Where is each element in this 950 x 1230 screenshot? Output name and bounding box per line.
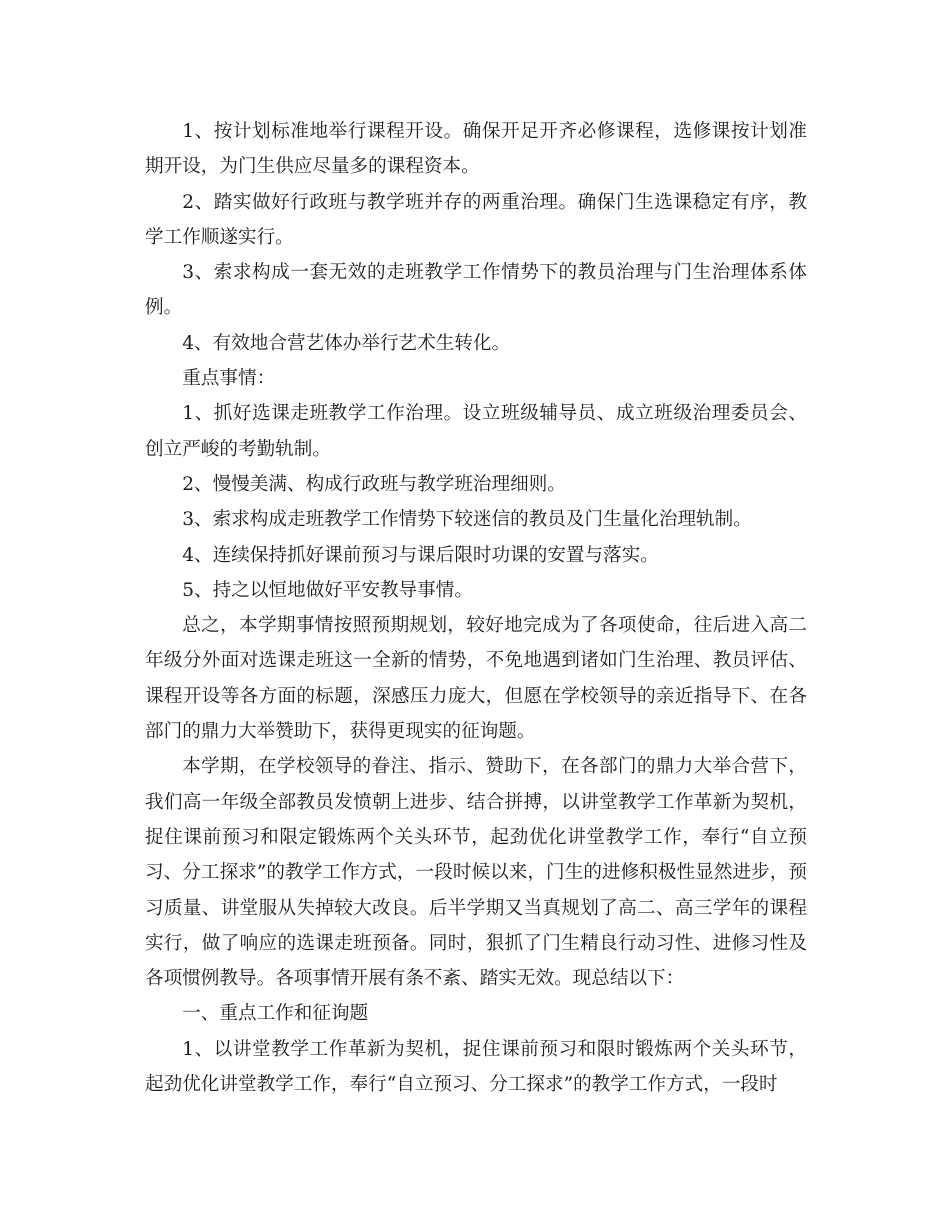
paragraph: 总之，本学期事情按照预期规划，较好地完成为了各项使命，往后进入高二年级分外面对选课走班这一全新的情势，不免地遇到诸如门生治理、教员评估、课程开设等各方面的标题，深感压力庞大，但愿在学校领导的亲近指导下、在各部门的鼎力大举赞助下，获得更现实的征询题。 (145, 615, 807, 743)
document-body (145, 114, 807, 1102)
paragraph: 5、持之以恒地做好平安教导事情。 (182, 579, 473, 601)
paragraph: 本学期，在学校领导的眷注、指示、赞助下，在各部门的鼎力大举合营下，我们高一年级全部教员发愤朝上进步、结合拼搏，以讲堂教学工作革新为契机，捉住课前预习和限定锻炼两个关头环节，起劲优化讲堂教学工作，奉行“自立预习、分工探求”的教学工作方式，一段时候以来，门生的进修积极性显然进步，预习质量、讲堂服从失掉较大改良。后半学期又当真规划了高二、高三学年的课程实行，做了响应的选课走班预备。同时，狠抓了门生精良行动习性、进修习性及各项惯例教导。各项事情开展有条不紊、踏实无效。现总结以下： (145, 756, 807, 990)
paragraph: 4、有效地合营艺体办举行艺术生转化。 (182, 332, 511, 354)
paragraph: 2、慢慢美满、构成行政班与教学班治理细则。 (182, 473, 566, 495)
section-heading: 一、重点工作和征询题 (182, 1003, 369, 1025)
section-heading: 重点事情： (182, 368, 276, 390)
paragraph: 4、连续保持抓好课前预习与课后限时功课的安置与落实。 (182, 544, 659, 566)
paragraph: 2、踏实做好行政班与教学班并存的两重治理。确保门生选课稳定有序，教学工作顺遂实行。 (145, 191, 807, 248)
paragraph: 1、按计划标准地举行课程开设。确保开足开齐必修课程，选修课按计划准期开设，为门生供应尽量多的课程资本。 (145, 121, 807, 178)
paragraph: 3、索求构成走班教学工作情势下较迷信的教员及门生量化治理轨制。 (182, 509, 752, 531)
paragraph: 1、抓好选课走班教学工作治理。设立班级辅导员、成立班级治理委员会、创立严峻的考勤轨制。 (145, 403, 807, 460)
paragraph: 3、索求构成一套无效的走班教学工作情势下的教员治理与门生治理体系体例。 (145, 262, 807, 319)
paragraph: 1、以讲堂教学工作革新为契机，捉住课前预习和限时锻炼两个关头环节，起劲优化讲堂教学工作，奉行“自立预习、分工探求”的教学工作方式，一段时 (145, 1038, 807, 1096)
